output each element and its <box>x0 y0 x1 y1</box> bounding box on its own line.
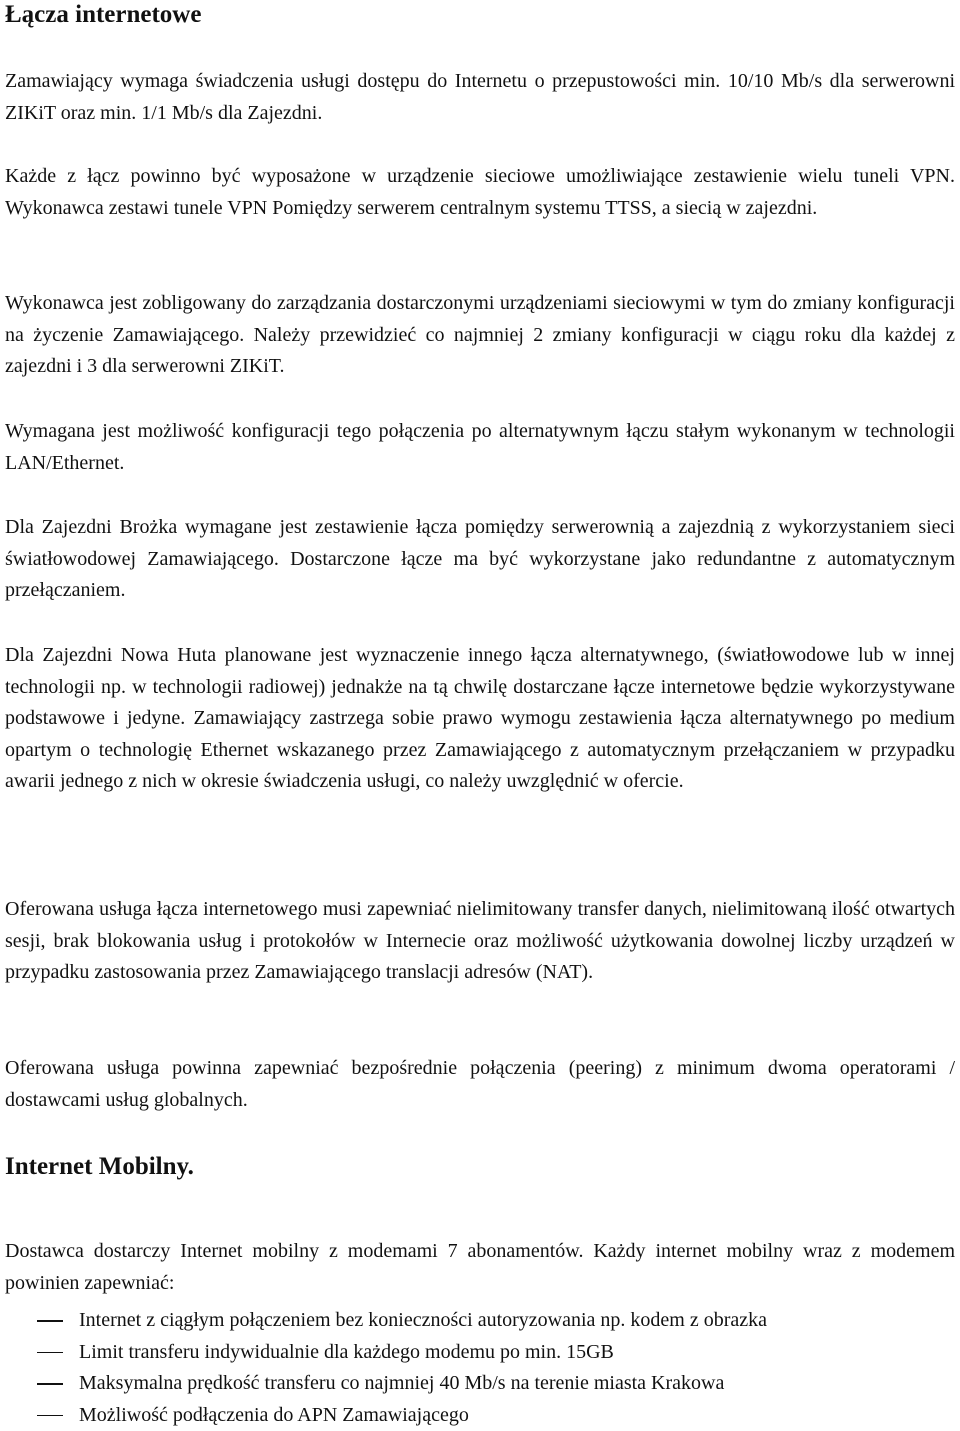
paragraph-nowa-huta-depot: Dla Zajezdni Nowa Huta planowane jest wyznaczenie innego łącza alternatywnego, (światłowodowe lub w innej technologii np. w technologii radiowej) jednakże na tą chwilę dostarczane łącze internetowe będzie wykorzystywane podstawowe i jedyne. Zamawiający zastrzega sobie prawo wymogu zestawienia łącza alternatywnego po medium opartym o technologię Ethernet wskazanego przez Zamawiającego z automatycznym przełączaniem w przypadku awarii jednego z nich w okresie świadczenia usługi, co należy uwzględnić w ofercie. <box>5 640 955 798</box>
dash-bullet-icon <box>37 1415 63 1417</box>
paragraph-peering: Oferowana usługa powinna zapewniać bezpośrednie połączenia (peering) z minimum dwoma operatorami / dostawcami usług globalnych. <box>5 1053 955 1116</box>
list-item: Limit transferu indywidualnie dla każdego modemu po min. 15GB <box>5 1337 955 1369</box>
dash-bullet-icon <box>37 1352 63 1354</box>
list-item: Internet z ciągłym połączeniem bez konieczności autoryzowania np. kodem z obrazka <box>5 1305 955 1337</box>
section-heading-internet-links: Łącza internetowe <box>5 0 201 30</box>
paragraph-bandwidth: Zamawiający wymaga świadczenia usługi dostępu do Internetu o przepustowości min. 10/10 Mb/s dla serwerowni ZIKiT oraz min. 1/1 Mb/s dla Zajezdni. <box>5 66 955 129</box>
paragraph-unlimited-transfer: Oferowana usługa łącza internetowego musi zapewniać nielimitowany transfer danych, nielimitowaną ilość otwartych sesji, brak blokowania usług i protokołów w Internecie oraz możliwość użytkowania dowolnej liczby urządzeń w przypadku zastosowania przez Zamawiającego translacji adresów (NAT). <box>5 894 955 989</box>
requirements-list <box>5 1305 955 1431</box>
paragraph-alternative-link: Wymagana jest możliwość konfiguracji tego połączenia po alternatywnym łączu stałym wykonanym w technologii LAN/Ethernet. <box>5 416 955 479</box>
paragraph-configuration: Wykonawca jest zobligowany do zarządzania dostarczonymi urządzeniami sieciowymi w tym do zmiany konfiguracji na życzenie Zamawiającego. Należy przewidzieć co najmniej 2 zmiany konfiguracji w ciągu roku dla każdej z zajezdni i 3 dla serwerowni ZIKiT. <box>5 288 955 383</box>
paragraph-brozka-depot: Dla Zajezdni Brożka wymagane jest zestawienie łącza pomiędzy serwerownią a zajezdnią z wykorzystaniem sieci światłowodowej Zamawiającego. Dostarczone łącze ma być wykorzystane jako redundantne z automatycznym przełączaniem. <box>5 512 955 607</box>
paragraph-mobile-intro: Dostawca dostarczy Internet mobilny z modemami 7 abonamentów. Każdy internet mobilny wraz z modemem powinien zapewniać: <box>5 1236 955 1299</box>
dash-bullet-icon <box>37 1383 63 1385</box>
list-item: Możliwość podłączenia do APN Zamawiającego <box>5 1400 955 1431</box>
list-item: Maksymalna prędkość transferu co najmniej 40 Mb/s na terenie miasta Krakowa <box>5 1368 955 1400</box>
section-heading-mobile-internet: Internet Mobilny. <box>5 1152 194 1182</box>
dash-bullet-icon <box>37 1320 63 1322</box>
paragraph-vpn: Każde z łącz powinno być wyposażone w urządzenie sieciowe umożliwiające zestawienie wielu tuneli VPN. Wykonawca zestawi tunele VPN Pomiędzy serwerem centralnym systemu TTSS, a siecią w zajezdni. <box>5 161 955 224</box>
